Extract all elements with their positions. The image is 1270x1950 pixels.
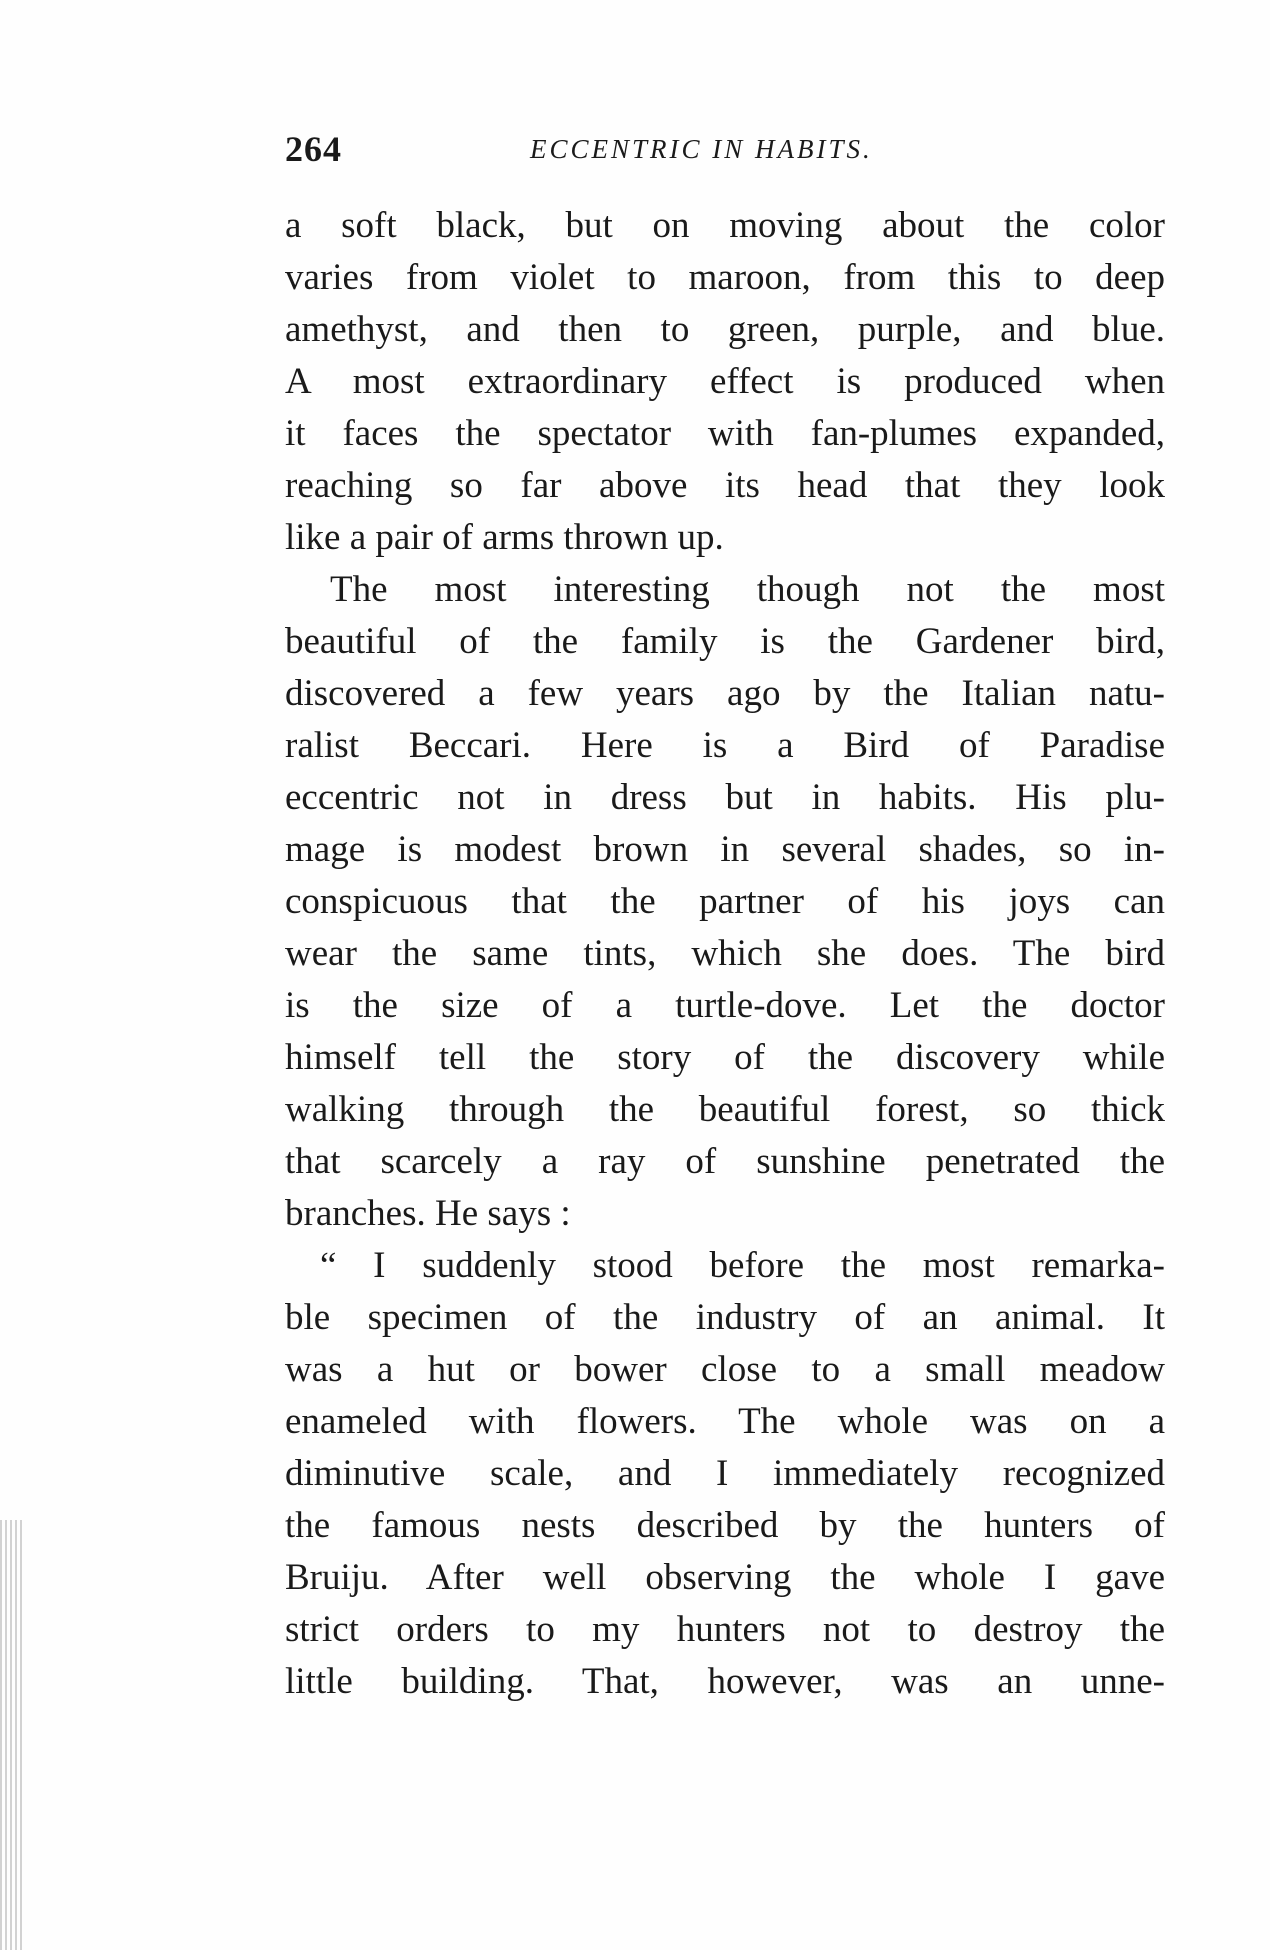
text-line: the famous nests described by the hunters of: [285, 1505, 1165, 1546]
text-line: walking through the beautiful forest, so thick: [285, 1089, 1165, 1130]
text-line: varies from violet to maroon, from this to deep: [285, 257, 1165, 298]
text-line: eccentric not in dress but in habits. His plu-: [285, 777, 1165, 818]
running-head: ECCENTRIC IN HABITS.: [530, 134, 873, 164]
text-line: is the size of a turtle-dove. Let the doctor: [285, 985, 1165, 1026]
text-line: enameled with flowers. The whole was on a: [285, 1401, 1165, 1442]
body-text: [285, 200, 1165, 1708]
text-line: that scarcely a ray of sunshine penetrated the: [285, 1141, 1165, 1182]
text-line: ble specimen of the industry of an animal. It: [285, 1297, 1165, 1338]
text-line: was a hut or bower close to a small meadow: [285, 1349, 1165, 1390]
text-line: conspicuous that the partner of his joys can: [285, 881, 1165, 922]
text-line: wear the same tints, which she does. The bird: [285, 933, 1165, 974]
quote-start-line: “ I suddenly stood before the most remarka-: [320, 1245, 1165, 1286]
text-line: Bruiju. After well observing the whole I gave: [285, 1557, 1165, 1598]
text-line: little building. That, however, was an unne-: [285, 1661, 1165, 1702]
text-line: it faces the spectator with fan-plumes expanded,: [285, 413, 1165, 454]
text-line: like a pair of arms thrown up.: [285, 517, 724, 558]
paragraph-start-line: The most interesting though not the most: [330, 569, 1165, 610]
text-line: A most extraordinary effect is produced when: [285, 361, 1165, 402]
text-line: strict orders to my hunters not to destroy the: [285, 1609, 1165, 1650]
text-line: himself tell the story of the discovery while: [285, 1037, 1165, 1078]
page-header: [285, 128, 1165, 168]
page-number: 264: [285, 129, 342, 169]
text-line: discovered a few years ago by the Italian natu-: [285, 673, 1165, 714]
text-line: mage is modest brown in several shades, so in-: [285, 829, 1165, 870]
text-line: branches. He says :: [285, 1193, 571, 1234]
binding-edge: [0, 1520, 22, 1950]
text-line: ralist Beccari. Here is a Bird of Paradise: [285, 725, 1165, 766]
text-line: a soft black, but on moving about the color: [285, 205, 1165, 246]
text-line: reaching so far above its head that they look: [285, 465, 1165, 506]
text-line: beautiful of the family is the Gardener bird,: [285, 621, 1165, 662]
text-line: amethyst, and then to green, purple, and blue.: [285, 309, 1165, 350]
text-line: diminutive scale, and I immediately recognized: [285, 1453, 1165, 1494]
